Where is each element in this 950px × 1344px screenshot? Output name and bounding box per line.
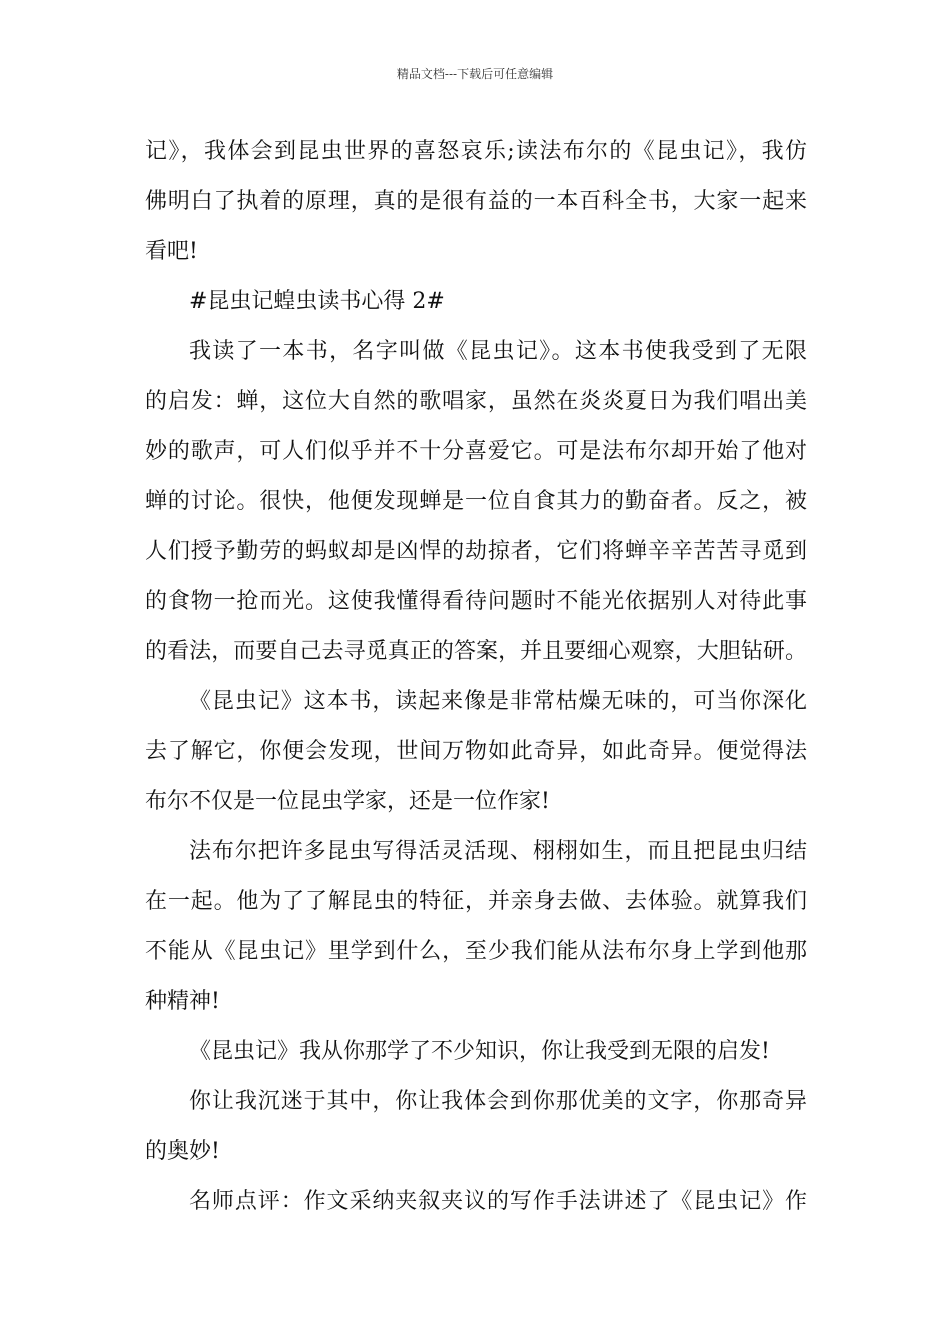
text-line: 不能从《昆虫记》里学到什么，至少我们能从法布尔身上学到他那	[145, 939, 807, 964]
text-line: 的奥妙!	[145, 1139, 220, 1164]
section-heading: #昆虫记蝗虫读书心得 2#	[189, 289, 445, 314]
text-line: 你让我沉迷于其中，你让我体会到你那优美的文字，你那奇异	[189, 1089, 807, 1114]
text-line: 《昆虫记》这本书，读起来像是非常枯燥无味的，可当你深化	[189, 689, 807, 714]
text-line: 的看法，而要自己去寻觅真正的答案，并且要细心观察，大胆钻研。	[145, 639, 807, 664]
text-line: 布尔不仅是一位昆虫学家，还是一位作家!	[145, 789, 550, 814]
text-line: 蝉的讨论。很快，他便发现蝉是一位自食其力的勤奋者。反之，被	[145, 489, 807, 514]
text-line: 名师点评：作文采纳夹叙夹议的写作手法讲述了《昆虫记》作	[189, 1189, 807, 1214]
text-line: 记》，我体会到昆虫世界的喜怒哀乐;读法布尔的《昆虫记》，我仿	[145, 139, 807, 164]
document-body	[145, 127, 807, 1227]
text-line: 种精神!	[145, 989, 220, 1014]
text-line: 的启发：蝉，这位大自然的歌唱家，虽然在炎炎夏日为我们唱出美	[145, 389, 807, 414]
text-line: 妙的歌声，可人们似乎并不十分喜爱它。可是法布尔却开始了他对	[145, 439, 807, 464]
page-header: 精品文档---下载后可任意编辑	[396, 67, 554, 81]
text-line: 《昆虫记》我从你那学了不少知识，你让我受到无限的启发!	[189, 1039, 770, 1064]
text-line: 的食物一抢而光。这使我懂得看待问题时不能光依据别人对待此事	[145, 589, 807, 614]
text-line: 在一起。他为了了解昆虫的特征，并亲身去做、去体验。就算我们	[145, 889, 807, 914]
text-line: 去了解它，你便会发现，世间万物如此奇异，如此奇异。便觉得法	[145, 739, 807, 764]
text-line: 法布尔把许多昆虫写得活灵活现、栩栩如生，而且把昆虫归结	[189, 839, 807, 864]
text-line: 人们授予勤劳的蚂蚁却是凶悍的劫掠者，它们将蝉辛辛苦苦寻觅到	[145, 539, 807, 564]
text-line: 看吧!	[145, 239, 198, 264]
text-line: 我读了一本书，名字叫做《昆虫记》。这本书使我受到了无限	[189, 339, 807, 364]
text-line: 佛明白了执着的原理，真的是很有益的一本百科全书，大家一起来	[145, 189, 807, 214]
